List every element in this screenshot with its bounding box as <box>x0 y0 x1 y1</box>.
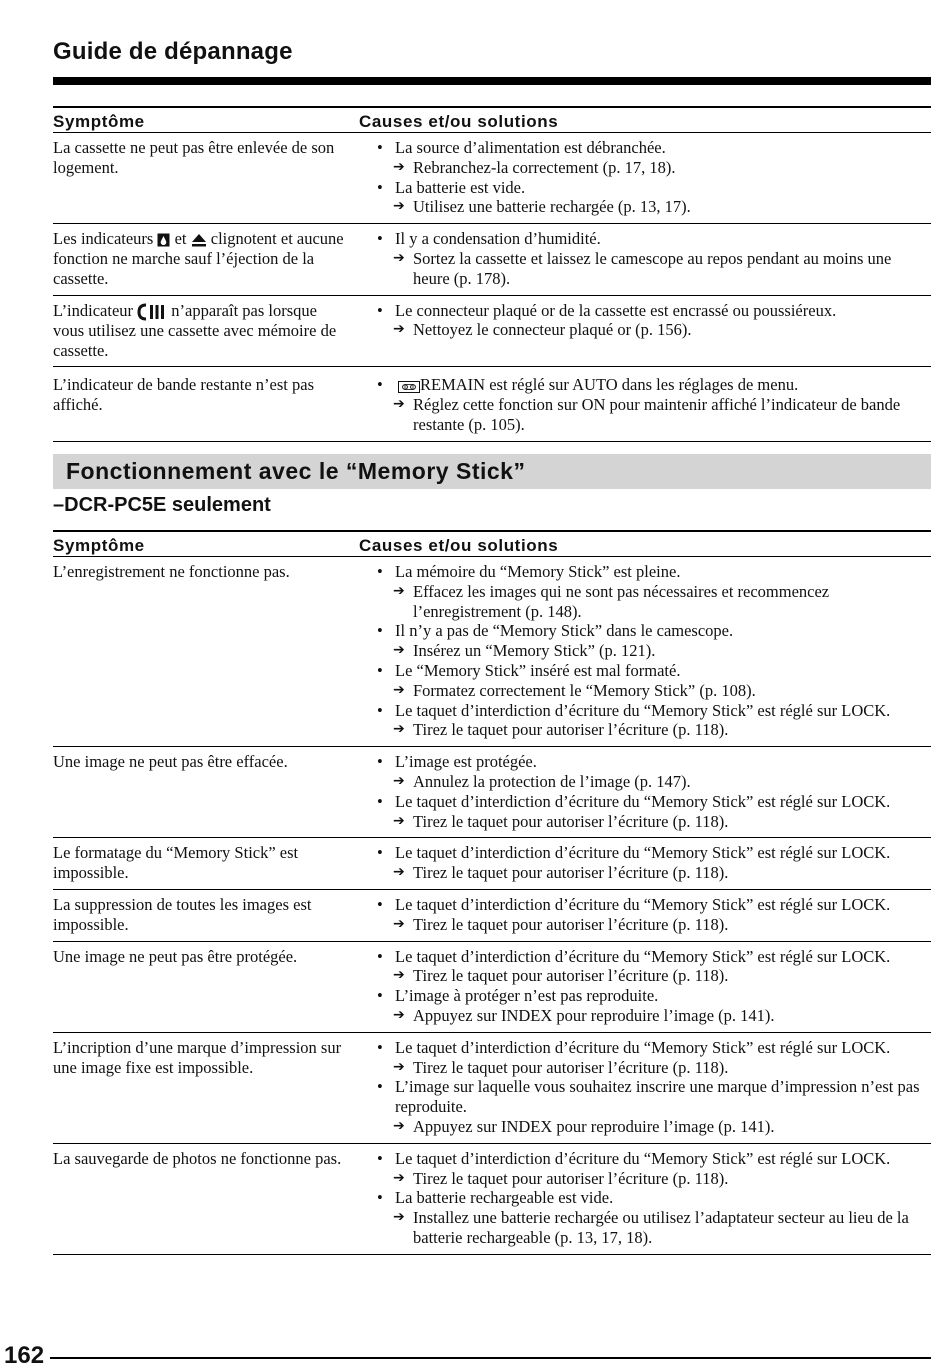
solution-item <box>371 320 931 340</box>
arrow-right-icon: ➔ <box>393 864 405 881</box>
symptom-cell: Une image ne peut pas être protégée. <box>53 941 359 1032</box>
solution-item <box>371 158 931 178</box>
symptom-cell: La suppression de toutes les images est impossible. <box>53 889 359 941</box>
symptom-header: Symptôme <box>53 107 359 133</box>
section-subtitle: –DCR-PC5E seulement <box>53 494 271 516</box>
table-row <box>53 133 931 224</box>
arrow-right-icon: ➔ <box>393 198 405 215</box>
causes-cell <box>359 838 931 890</box>
solution-text: Utilisez une batterie rechargée (p. 13, 17). <box>413 197 691 217</box>
bullet-icon: • <box>377 752 383 772</box>
solution-item <box>371 681 931 701</box>
eject-icon <box>191 233 207 247</box>
bullet-icon: • <box>377 1148 383 1168</box>
solution-text: Rebranchez-la correctement (p. 17, 18). <box>413 157 676 177</box>
solution-text: Tirez le taquet pour autoriser l’écriture (p. 118). <box>413 811 729 831</box>
cassette-memory-icon <box>137 303 167 321</box>
cause-text: La mémoire du “Memory Stick” est pleine. <box>395 562 681 581</box>
cause-text: La batterie est vide. <box>395 177 526 197</box>
cause-text: REMAIN est réglé sur AUTO dans les réglages de menu. <box>420 375 799 395</box>
bullet-icon: • <box>377 621 383 641</box>
symptom-cell: L’incription d’une marque d’impression sur une image fixe est impossible. <box>53 1032 359 1143</box>
bullet-icon: • <box>377 300 383 320</box>
solution-text: Tirez le taquet pour autoriser l’écriture (p. 118). <box>413 720 729 740</box>
cause-text: La source d’alimentation est débranchée. <box>395 138 666 157</box>
symptom-cell: La sauvegarde de photos ne fonctionne pas. <box>53 1143 359 1254</box>
table-row <box>53 1143 931 1254</box>
causes-cell <box>359 1032 931 1143</box>
cause-text: Il n’y a pas de “Memory Stick” dans le camescope. <box>395 621 734 641</box>
bullet-icon: • <box>377 791 383 811</box>
table-row <box>53 941 931 1032</box>
solution-text: Tirez le taquet pour autoriser l’écriture (p. 118). <box>413 1168 729 1188</box>
cause-text: L’image sur laquelle vous souhaitez inscrire une marque d’impression n’est pas reproduite. <box>395 1077 920 1117</box>
symptom-cell <box>53 295 359 367</box>
solution-text: Effacez les images qui ne sont pas nécessaires et recommencez l’enregistrement (p. 148). <box>413 581 830 621</box>
arrow-right-icon: ➔ <box>393 1058 405 1075</box>
solution-text: Nettoyez le connecteur plaqué or (p. 156). <box>413 320 692 340</box>
symptom-text: n’apparaît pas lorsque vous utilisez une cassette avec mémoire de cassette. <box>53 300 337 360</box>
solution-item <box>371 812 931 832</box>
solution-item <box>371 1117 931 1137</box>
arrow-right-icon: ➔ <box>393 681 405 698</box>
solution-text: Réglez cette fonction sur ON pour maintenir affiché l’indicateur de bande restante (p. 105). <box>413 395 901 434</box>
arrow-right-icon: ➔ <box>393 1209 405 1226</box>
solution-text: Insérez un “Memory Stick” (p. 121). <box>413 641 656 661</box>
arrow-right-icon: ➔ <box>393 1169 405 1186</box>
cause-item <box>371 661 931 681</box>
solution-item <box>371 863 931 883</box>
causes-cell <box>359 224 931 295</box>
bullet-icon: • <box>377 700 383 720</box>
solution-item <box>371 197 931 217</box>
causes-header: Causes et/ou solutions <box>359 531 931 557</box>
arrow-right-icon: ➔ <box>393 1117 405 1134</box>
causes-cell <box>359 557 931 747</box>
solution-item <box>371 641 931 661</box>
cause-item <box>371 229 931 249</box>
solution-text: Appuyez sur INDEX pour reproduire l’image (p. 141). <box>413 1005 775 1025</box>
arrow-right-icon: ➔ <box>393 158 405 175</box>
arrow-right-icon: ➔ <box>393 249 405 266</box>
cause-item <box>371 986 931 1006</box>
bullet-icon: • <box>377 1037 383 1057</box>
cause-item <box>371 792 931 812</box>
arrow-right-icon: ➔ <box>393 721 405 738</box>
symptom-cell: Une image ne peut pas être effacée. <box>53 747 359 838</box>
causes-cell <box>359 295 931 367</box>
bullet-icon: • <box>377 660 383 680</box>
solution-item <box>371 582 931 622</box>
bullet-icon: • <box>377 229 383 249</box>
causes-cell <box>359 941 931 1032</box>
cause-text: Le “Memory Stick” inséré est mal formaté. <box>395 660 681 680</box>
solution-text: Appuyez sur INDEX pour reproduire l’image (p. 141). <box>413 1116 775 1136</box>
solution-text: Tirez le taquet pour autoriser l’écriture (p. 118). <box>413 914 729 934</box>
arrow-right-icon: ➔ <box>393 915 405 932</box>
cause-item <box>371 895 931 915</box>
solution-item <box>371 966 931 986</box>
table-header-row <box>53 107 931 133</box>
title-rule <box>53 77 931 85</box>
cause-text: Le taquet d’interdiction d’écriture du “Memory Stick” est réglé sur LOCK. <box>395 843 891 863</box>
causes-cell <box>359 747 931 838</box>
cause-text: Le taquet d’interdiction d’écriture du “Memory Stick” est réglé sur LOCK. <box>395 791 891 811</box>
cause-item <box>371 375 931 395</box>
cause-text: Le taquet d’interdiction d’écriture du “Memory Stick” est réglé sur LOCK. <box>395 1037 891 1057</box>
arrow-right-icon: ➔ <box>393 967 405 984</box>
table-row <box>53 224 931 295</box>
solution-item <box>371 395 931 435</box>
bullet-icon: • <box>377 843 383 863</box>
cause-text: Le taquet d’interdiction d’écriture du “Memory Stick” est réglé sur LOCK. <box>395 700 891 720</box>
arrow-right-icon: ➔ <box>393 642 405 659</box>
symptom-cell: L’indicateur de bande restante n’est pas affiché. <box>53 367 359 441</box>
bullet-icon: • <box>377 1077 383 1097</box>
tape-icon <box>398 381 420 393</box>
solution-text: Tirez le taquet pour autoriser l’écriture (p. 118). <box>413 1057 729 1077</box>
cause-item <box>371 947 931 967</box>
page-number: 162 <box>4 1342 45 1369</box>
cause-item <box>371 138 931 158</box>
solution-text: Formatez correctement le “Memory Stick” (p. 108). <box>413 680 756 700</box>
solution-item <box>371 772 931 792</box>
bullet-icon: • <box>377 986 383 1006</box>
bullet-icon: • <box>377 375 383 395</box>
symptom-header: Symptôme <box>53 531 359 557</box>
solution-item <box>371 249 931 289</box>
table-row <box>53 1032 931 1143</box>
troubleshooting-table-cassette <box>53 106 931 442</box>
cause-text: Le connecteur plaqué or de la cassette est encrassé ou poussiéreux. <box>395 300 837 320</box>
solution-item <box>371 1006 931 1026</box>
cause-item <box>371 1188 931 1208</box>
table-row <box>53 367 931 441</box>
table-row <box>53 838 931 890</box>
cause-item <box>371 301 931 321</box>
solution-item <box>371 1169 931 1189</box>
bullet-icon: • <box>377 894 383 914</box>
symptom-text: L’indicateur <box>53 300 138 320</box>
symptom-text: clignotent et aucune fonction ne marche sauf l’éjection de la cassette. <box>53 229 344 288</box>
section-title: Fonctionnement avec le “Memory Stick” <box>66 458 526 484</box>
cause-text: Il y a condensation d’humidité. <box>395 229 601 249</box>
cause-item <box>371 843 931 863</box>
table-row <box>53 747 931 838</box>
solution-text: Tirez le taquet pour autoriser l’écriture (p. 118). <box>413 863 729 883</box>
bullet-icon: • <box>377 138 383 157</box>
cause-item <box>371 701 931 721</box>
causes-cell <box>359 889 931 941</box>
solution-text: Sortez la cassette et laissez le camescope au repos pendant au moins une heure (p. 178). <box>413 248 892 288</box>
cause-item <box>371 562 931 582</box>
cause-item <box>371 752 931 772</box>
cause-text: Le taquet d’interdiction d’écriture du “Memory Stick” est réglé sur LOCK. <box>395 946 891 966</box>
causes-cell <box>359 367 931 441</box>
table-header-row <box>53 531 931 557</box>
arrow-right-icon: ➔ <box>393 582 405 599</box>
cause-text: L’image à protéger n’est pas reproduite. <box>395 986 659 1006</box>
table-body <box>53 557 931 1255</box>
cause-text: Le taquet d’interdiction d’écriture du “Memory Stick” est réglé sur LOCK. <box>395 894 891 914</box>
bullet-icon: • <box>377 1188 383 1208</box>
condensation-icon <box>157 233 170 247</box>
solution-item <box>371 1208 931 1248</box>
table-row <box>53 557 931 747</box>
arrow-right-icon: ➔ <box>393 321 405 338</box>
bullet-icon: • <box>377 177 383 197</box>
arrow-right-icon: ➔ <box>393 1006 405 1023</box>
cause-text: Le taquet d’interdiction d’écriture du “Memory Stick” est réglé sur LOCK. <box>395 1148 891 1168</box>
bottom-rule <box>50 1357 931 1359</box>
causes-header: Causes et/ou solutions <box>359 107 931 133</box>
bullet-icon: • <box>377 946 383 966</box>
solution-text: Installez une batterie rechargée ou utilisez l’adaptateur secteur au lieu de la batterie rechargeable (p. 13, 17, 18). <box>413 1208 909 1247</box>
symptom-text: Les indicateurs <box>53 229 158 249</box>
cause-item <box>371 1077 931 1117</box>
solution-item <box>371 1058 931 1078</box>
symptom-cell: L’enregistrement ne fonctionne pas. <box>53 557 359 747</box>
bullet-icon: • <box>377 562 383 581</box>
solution-item <box>371 915 931 935</box>
cause-item <box>371 178 931 198</box>
arrow-right-icon: ➔ <box>393 772 405 789</box>
symptom-cell <box>53 224 359 295</box>
solution-text: Tirez le taquet pour autoriser l’écriture (p. 118). <box>413 966 729 986</box>
causes-cell <box>359 1143 931 1254</box>
causes-cell <box>359 133 931 224</box>
cause-item <box>371 621 931 641</box>
symptom-text: et <box>170 229 191 249</box>
cause-item <box>371 1038 931 1058</box>
arrow-right-icon: ➔ <box>393 396 405 413</box>
table-row <box>53 295 931 367</box>
symptom-cell: Le formatage du “Memory Stick” est impossible. <box>53 838 359 890</box>
troubleshooting-table-memory-stick <box>53 530 931 1255</box>
solution-item <box>371 720 931 740</box>
cause-text: La batterie rechargeable est vide. <box>395 1188 614 1208</box>
solution-text: Annulez la protection de l’image (p. 147). <box>413 771 691 791</box>
page-title: Guide de dépannage <box>53 38 293 65</box>
cause-text: L’image est protégée. <box>395 752 537 772</box>
cause-item <box>371 1149 931 1169</box>
table-row <box>53 889 931 941</box>
arrow-right-icon: ➔ <box>393 812 405 829</box>
symptom-cell: La cassette ne peut pas être enlevée de son logement. <box>53 133 359 224</box>
